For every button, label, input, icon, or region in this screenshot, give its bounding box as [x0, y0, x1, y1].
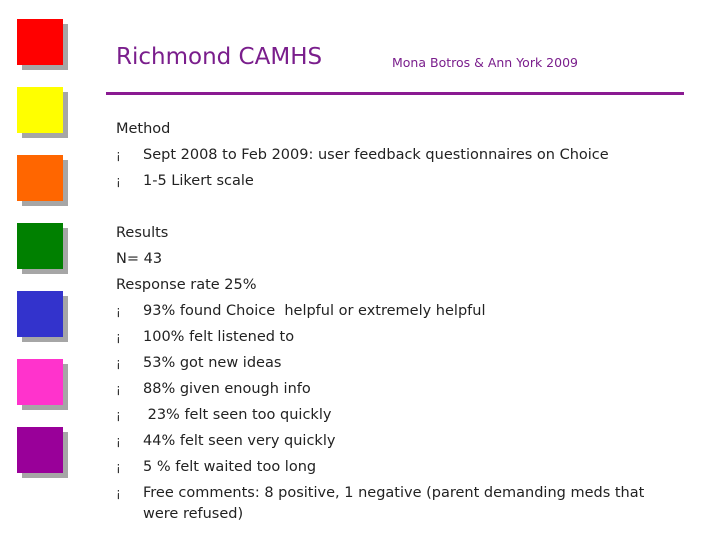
yellow-square [17, 87, 63, 133]
bullet-icon: ¡ [116, 486, 121, 500]
pink-square [17, 359, 63, 405]
results-bullet: ¡ 88% given enough info [116, 376, 676, 402]
orange-square [17, 155, 63, 201]
results-heading: Results [116, 225, 169, 241]
method-bullet: ¡ Sept 2008 to Feb 2009: user feedback questionnaires on Choice [116, 142, 676, 168]
results-bullet: ¡ 23% felt seen too quickly [116, 402, 676, 428]
title-divider [106, 92, 684, 95]
bullet-icon: ¡ [116, 148, 121, 162]
color-squares-decoration [17, 19, 69, 495]
results-bullet: ¡ 53% got new ideas [116, 350, 676, 376]
method-heading: Method [116, 121, 171, 137]
bullet-icon: ¡ [116, 408, 121, 422]
slide-body [116, 116, 676, 525]
purple-square [17, 427, 63, 473]
red-square [17, 19, 63, 65]
bullet-icon: ¡ [116, 460, 121, 474]
green-square [17, 223, 63, 269]
slide-authors: Mona Botros & Ann York 2009 [392, 55, 578, 70]
results-bullet: ¡ 100% felt listened to [116, 324, 676, 350]
blue-square [17, 291, 63, 337]
bullet-icon: ¡ [116, 174, 121, 188]
results-response-rate: Response rate 25% [116, 277, 257, 293]
results-n: N= 43 [116, 251, 163, 267]
bullet-icon: ¡ [116, 356, 121, 370]
slide-title: Richmond CAMHS [116, 44, 323, 70]
bullet-icon: ¡ [116, 304, 121, 318]
results-bullet: ¡ 5 % felt waited too long [116, 454, 676, 480]
bullet-icon: ¡ [116, 330, 121, 344]
results-bullet: ¡ 44% felt seen very quickly [116, 428, 676, 454]
results-bullet: ¡ Free comments: 8 positive, 1 negative (parent demanding meds that were refused) [116, 485, 645, 522]
bullet-icon: ¡ [116, 382, 121, 396]
bullet-icon: ¡ [116, 434, 121, 448]
method-bullet: ¡ 1-5 Likert scale [116, 168, 676, 194]
results-bullet: ¡ 93% found Choice helpful or extremely helpful [116, 298, 676, 324]
